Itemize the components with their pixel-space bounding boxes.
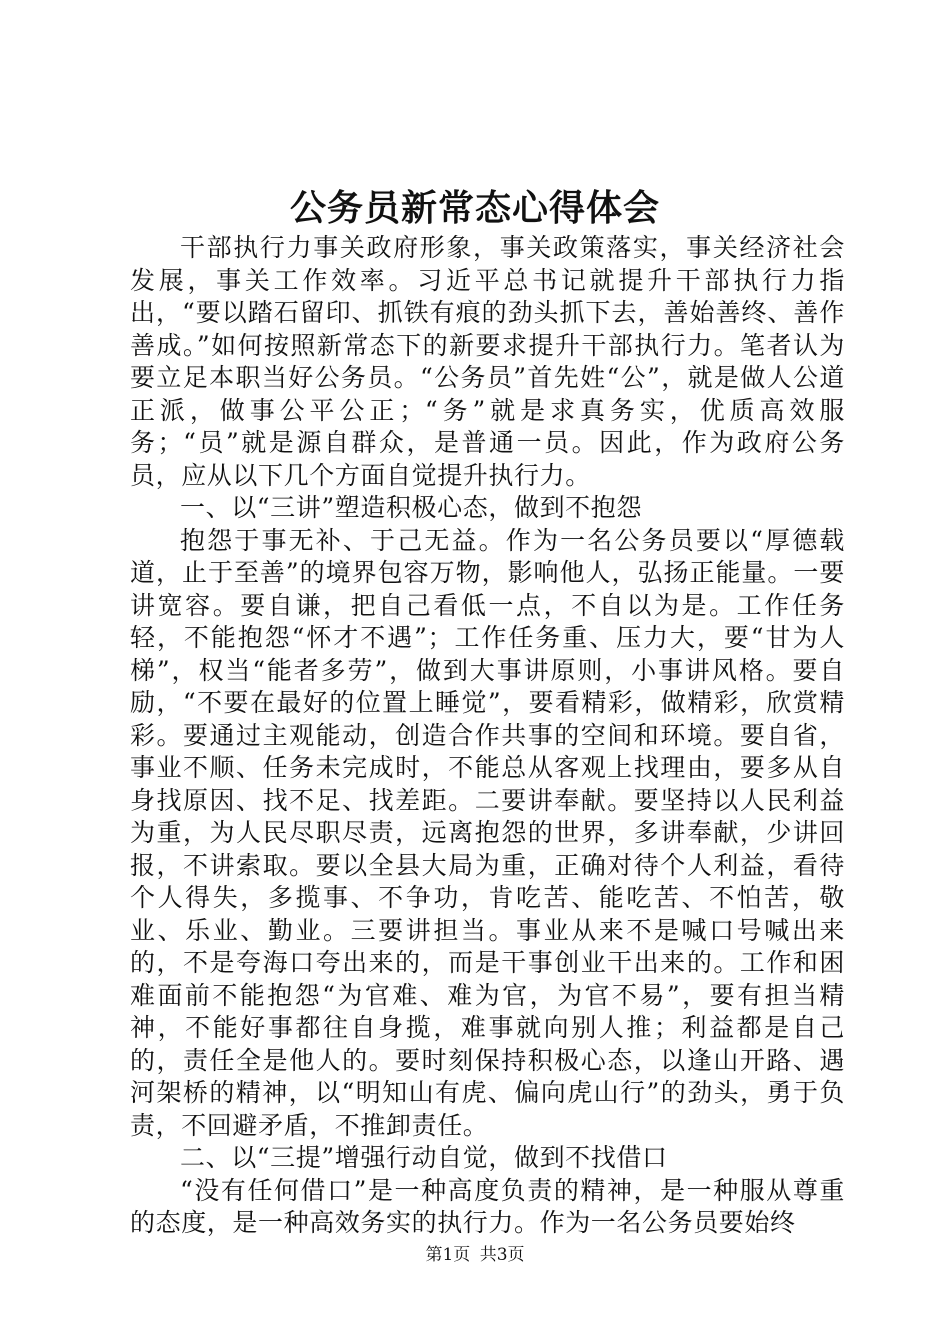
page-title: 公务员新常态心得体会 [289,187,660,229]
page-total: 共3页 [479,1245,525,1265]
intro-paragraph: 干部执行力事关政府形象，事关政策落实，事关经济社会发展，事关工作效率。习近平总书记就提升干部执行力指出，“要以踏石留印、抓铁有痕的劲头抓下去，善始善终、善作善成。”如何按照新常态下的新要求提升干部执行力。笔者认为要立足本职当好公务员。“公务员”首先姓“公”，就是做人公道正派，做事公平公正；“务”就是求真务实，优质高效服务；“员”就是源自群众，是普通一员。因此，作为政府公务员，应从以下几个方面自觉提升执行力。 [130,233,845,490]
section-heading-1: 一、以“三讲”塑造积极心态，做到不抱怨 [180,493,642,522]
document-body [130,232,845,1240]
section-1-paragraph: 抱怨于事无补、于己无益。作为一名公务员要以“厚德载道，止于至善”的境界包容万物，影响他人，弘扬正能量。一要讲宽容。要自谦，把自己看低一点，不自以为是。工作任务轻，不能抱怨“怀才不遇”；工作任务重、压力大，要“甘为人梯”，权当“能者多劳”，做到大事讲原则，小事讲风格。要自励，“不要在最好的位置上睡觉”，要看精彩，做精彩，欣赏精彩。要通过主观能动，创造合作共事的空间和环境。要自省，事业不顺、任务未完成时，不能总从客观上找理由，要多从自身找原因、找不足、找差距。二要讲奉献。要坚持以人民利益为重，为人民尽职尽责，远离抱怨的世界，多讲奉献，少讲回报，不讲索取。要以全县大局为重，正确对待个人利益，看待个人得失，多揽事、不争功，肯吃苦、能吃苦、不怕苦，敬业、乐业、勤业。三要讲担当。事业从来不是喊口号喊出来的，不是夸海口夸出来的，而是干事创业干出来的。工作和困难面前不能抱怨“为官难、难为官，为官不易”，要有担当精神，不能好事都往自身揽，难事就向别人推；利益都是自己的，责任全是他人的。要时刻保持积极心态，以逢山开路、遇河架桥的精神，以“明知山有虎、偏向虎山行”的劲头，勇于负责，不回避矛盾，不推卸责任。 [130,525,845,1140]
section-heading-2: 二、以“三提”增强行动自觉，做到不找借口 [180,1143,668,1172]
section-2-paragraph: “没有任何借口”是一种高度负责的精神，是一种服从尊重的态度，是一种高效务实的执行力。作为一名公务员要始终 [130,1175,845,1237]
page-footer [0,1245,950,1265]
page-number: 第1页 [425,1245,471,1265]
